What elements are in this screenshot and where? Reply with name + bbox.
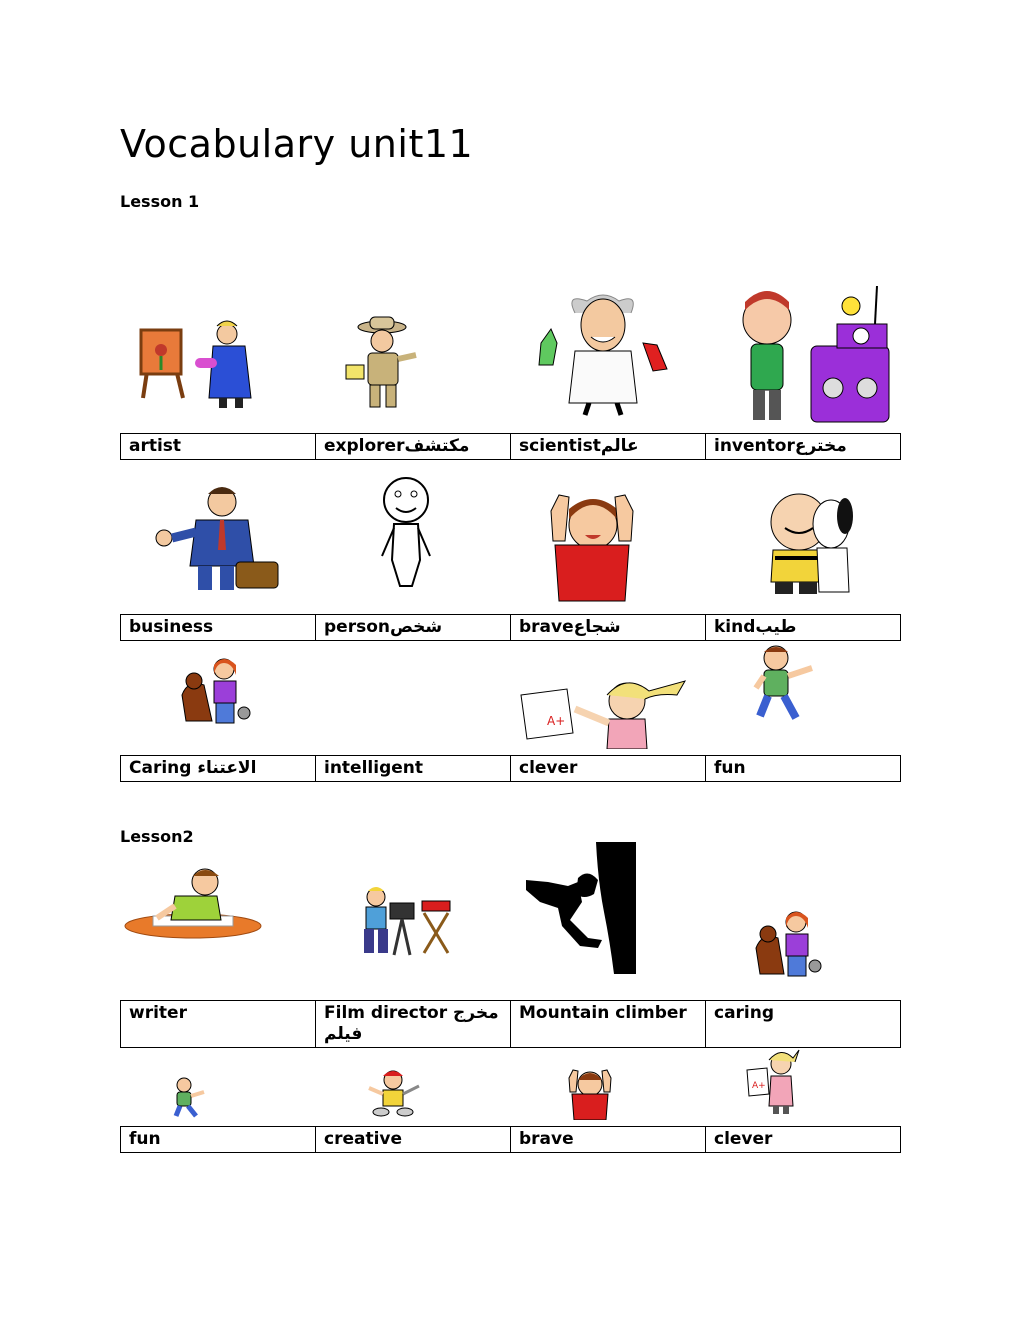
caring-girl-dog-icon (178, 655, 253, 730)
vocab-cell: Film director مخرج فيلم (316, 1001, 511, 1048)
vocab-table-lesson1-row2 (120, 614, 901, 641)
vocab-table-lesson2-row2 (120, 1126, 901, 1153)
kind-hug-icon (765, 488, 860, 596)
vocab-cell: inventorمخترع (706, 434, 901, 460)
vocab-cell: fun (121, 1127, 316, 1153)
fun-dancing-boy-icon (752, 642, 820, 724)
clever-report-card-icon (517, 677, 697, 749)
film-director-icon (360, 885, 455, 957)
clever-report-card-icon (745, 1048, 800, 1116)
vocab-cell: Caring الاعتناء (121, 756, 316, 782)
vocab-table-lesson2-row1 (120, 1000, 901, 1048)
vocab-cell: scientistعالم (511, 434, 706, 460)
vocab-cell: writer (121, 1001, 316, 1048)
vocab-cell: business (121, 615, 316, 641)
lesson-1-heading: Lesson 1 (120, 192, 200, 211)
vocab-cell: caring (706, 1001, 901, 1048)
person-icon (378, 476, 434, 591)
svg-text:A+: A+ (547, 714, 566, 728)
brave-boy-icon (566, 1066, 614, 1120)
mountain-climber-icon (518, 842, 638, 974)
explorer-icon (340, 315, 430, 415)
vocab-cell: kindطيب (706, 615, 901, 641)
brave-boy-icon (545, 485, 640, 602)
inventor-icon (733, 280, 903, 430)
scientist-icon (535, 293, 670, 417)
vocab-cell: creative (316, 1127, 511, 1153)
vocab-table-lesson1-row1 (120, 433, 901, 460)
creative-girl-icon (365, 1068, 423, 1118)
vocab-cell: braveشجاع (511, 615, 706, 641)
artist-painting-icon (135, 318, 260, 410)
businessman-icon (150, 480, 290, 595)
lesson-2-heading: Lesson2 (120, 827, 194, 846)
svg-text:A+: A+ (752, 1081, 766, 1091)
vocab-cell: explorerمكتشف (316, 434, 511, 460)
vocab-cell: artist (121, 434, 316, 460)
caring-girl-dog-icon (752, 908, 822, 982)
fun-dancing-boy-icon (170, 1076, 210, 1118)
vocab-cell: brave (511, 1127, 706, 1153)
page-title: Vocabulary unit11 (120, 122, 474, 166)
writer-icon (123, 866, 263, 942)
vocab-cell: clever (511, 756, 706, 782)
vocab-cell: clever (706, 1127, 901, 1153)
vocab-cell: personشخص (316, 615, 511, 641)
vocab-cell: fun (706, 756, 901, 782)
vocab-cell: Mountain climber (511, 1001, 706, 1048)
vocab-table-lesson1-row3 (120, 755, 901, 782)
vocab-cell: intelligent (316, 756, 511, 782)
